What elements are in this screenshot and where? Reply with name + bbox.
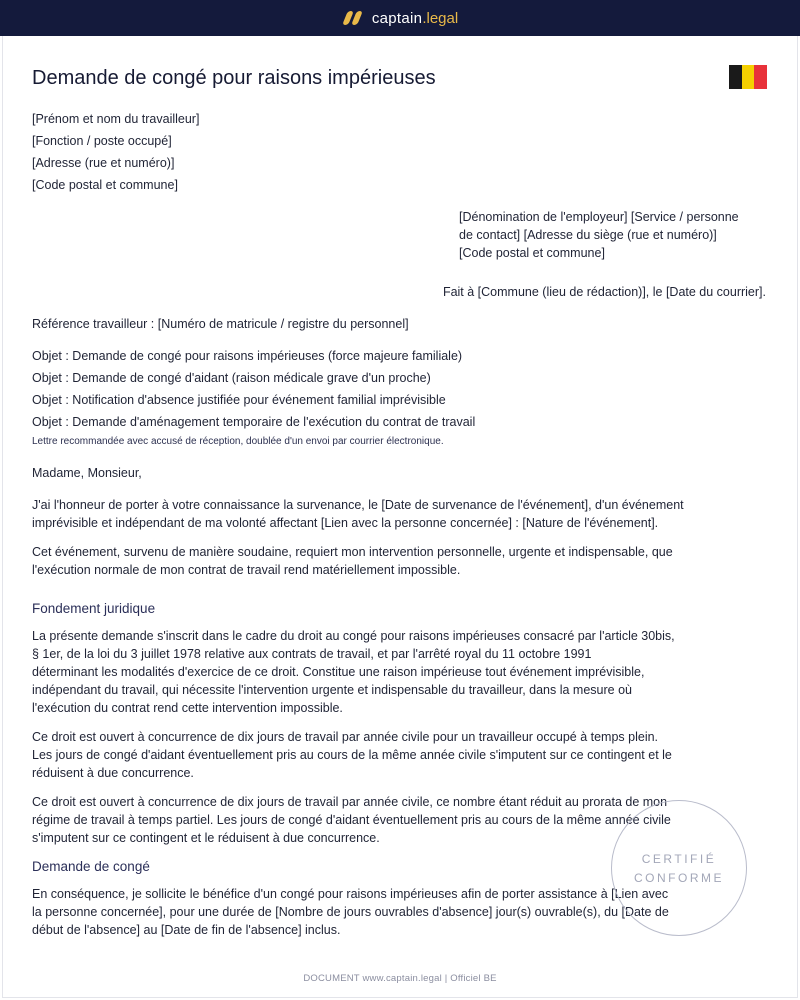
object-line: Objet : Demande d'aménagement temporaire de l'exécution du contrat de travail bbox=[32, 415, 476, 429]
object-line: Objet : Demande de congé d'aidant (raison médicale grave d'un proche) bbox=[32, 371, 431, 385]
reference: Référence travailleur : [Numéro de matricule / registre du personnel] bbox=[32, 317, 409, 331]
paragraph-line: imprévisible et indépendant de ma volonté affectant [Lien avec la personne concernée] : [Nature de l'événement]. bbox=[32, 516, 659, 530]
sender-address: [Adresse (rue et numéro)] bbox=[32, 156, 175, 170]
sender-name: [Prénom et nom du travailleur] bbox=[32, 112, 200, 126]
paragraph-line: La présente demande s'inscrit dans le cadre du droit au congé pour raisons impérieuses consacré par l'article 30bis, bbox=[32, 629, 675, 643]
object-line: Objet : Demande de congé pour raisons impérieuses (force majeure familiale) bbox=[32, 349, 463, 363]
salutation: Madame, Monsieur, bbox=[32, 466, 142, 480]
paragraph-line: Ce droit est ouvert à concurrence de dix jours de travail par année civile, ce nombre étant réduit au prorata de mon bbox=[32, 795, 668, 809]
paragraph-line: Ce droit est ouvert à concurrence de dix jours de travail par année civile pour un travailleur occupé à temps plein. bbox=[32, 730, 659, 744]
sender-postcode: [Code postal et commune] bbox=[32, 178, 178, 192]
flag-stripe-black bbox=[729, 65, 742, 89]
paragraph-line: déterminant les modalités d'exercice de ce droit. Constitue une raison impérieuse tout événement imprévisible, bbox=[32, 665, 645, 679]
paragraph-line: régime de travail à temps partiel. Les jours de congé d'aidant éventuellement pris au cours de la même année civile bbox=[32, 813, 671, 827]
paragraph-line: indépendant du travail, qui nécessite l'intervention urgente et indispensable du travailleur, dans la mesure où bbox=[32, 683, 632, 697]
section-heading-legal: Fondement juridique bbox=[32, 601, 156, 616]
captain-logo-icon bbox=[342, 10, 364, 26]
brand-logo[interactable] bbox=[0, 0, 800, 36]
stamp-text: CERTIFIÉ bbox=[641, 852, 717, 866]
paragraph-line: réduisent à due concurrence. bbox=[32, 766, 194, 780]
recipient-line: [Dénomination de l'employeur] [Service / personne bbox=[459, 210, 739, 224]
footer: DOCUMENT www.captain.legal | Officiel BE bbox=[303, 973, 497, 984]
place-date: Fait à [Commune (lieu de rédaction)], le [Date du courrier]. bbox=[442, 285, 766, 299]
certified-stamp bbox=[611, 800, 747, 936]
paragraph-line: En conséquence, je sollicite le bénéfice d'un congé pour raisons impérieuses afin de porter assistance à [Lien avec bbox=[32, 887, 669, 901]
paragraph-line: l'exécution normale de mon contrat de travail rend matériellement impossible. bbox=[32, 563, 461, 577]
paragraph-line: début de l'absence] au [Date de fin de l'absence] inclus. bbox=[32, 923, 341, 937]
belgium-flag-icon bbox=[729, 65, 767, 89]
paragraph-line: J'ai l'honneur de porter à votre connaissance la survenance, le [Date de survenance de l'événement], d'un événement bbox=[32, 498, 684, 512]
paragraph-line: l'exécution du contrat rend cette intervention impossible. bbox=[32, 701, 343, 715]
section-heading-request: Demande de congé bbox=[32, 859, 150, 874]
brand-tld: .legal bbox=[422, 9, 459, 27]
paragraph-line: la personne concernée], pour une durée de [Nombre de jours ouvrables d'absence] jour(s) ouvrable(s), du [Date de bbox=[32, 905, 669, 919]
paragraph-line: Cet événement, survenu de manière soudaine, requiert mon intervention personnelle, urgente et indispensable, que bbox=[32, 545, 673, 559]
stamp-text: CONFORME bbox=[634, 871, 724, 885]
paragraph-line: s'imputent sur ce contingent et le réduisent à due concurrence. bbox=[32, 831, 380, 845]
flag-stripe-yellow bbox=[742, 65, 755, 89]
object-line: Objet : Notification d'absence justifiée pour événement familial imprévisible bbox=[32, 393, 446, 407]
recipient-line: [Code postal et commune] bbox=[459, 246, 605, 260]
document-title: Demande de congé pour raisons impérieuses bbox=[32, 67, 436, 89]
delivery-note: Lettre recommandée avec accusé de réception, doublée d'un envoi par courrier électronique. bbox=[32, 436, 444, 447]
recipient-line: de contact] [Adresse du siège (rue et numéro)] bbox=[459, 228, 717, 242]
sender-position: [Fonction / poste occupé] bbox=[32, 134, 172, 148]
brand-name: captain bbox=[371, 9, 423, 27]
flag-stripe-red bbox=[754, 65, 767, 89]
paragraph-line: § 1er, de la loi du 3 juillet 1978 relative aux contrats de travail, et par l'arrêté royal du 11 octobre 1991 bbox=[32, 647, 592, 661]
paragraph-line: Les jours de congé d'aidant éventuellement pris au cours de la même année civile s'imputent sur ce contingent et le bbox=[32, 748, 672, 762]
